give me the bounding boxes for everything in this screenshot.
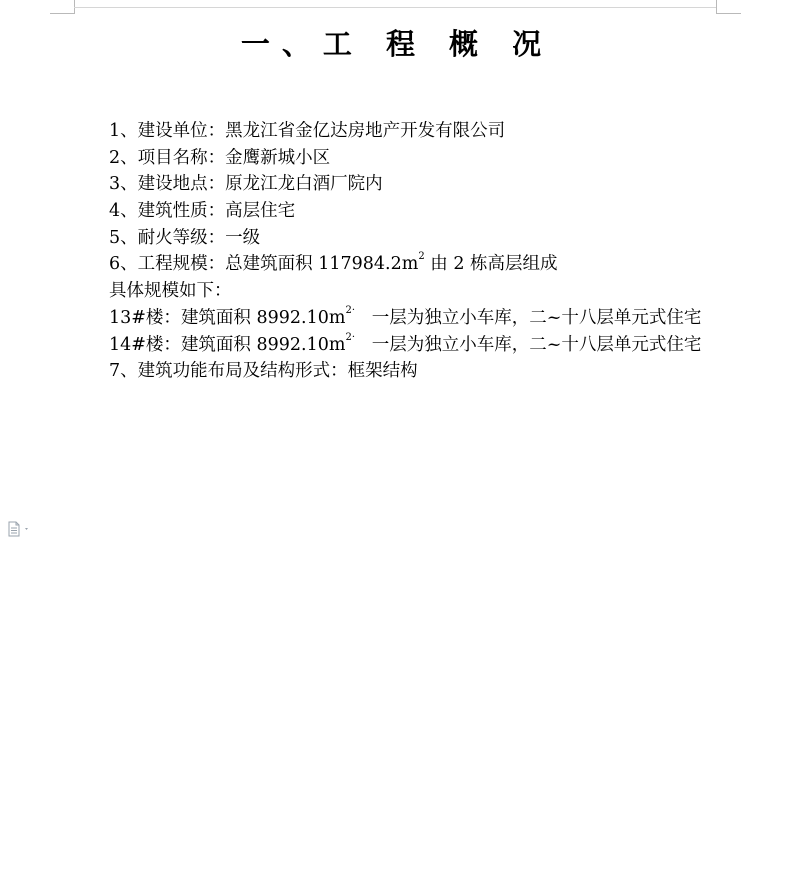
structure-item [109,358,749,385]
document-icon[interactable] [7,521,35,537]
detail-heading: 具体规模如下： [109,281,232,302]
item-value: 框架结构 [347,361,418,382]
building-name: 13#楼： [109,307,181,328]
item-label: 1、建设单位： [109,121,226,141]
item-label: 5、耐火等级： [109,227,226,248]
item-value: 原龙江龙白酒厂院内 [225,174,383,195]
building-name: 14#楼： [109,334,181,355]
building-desc: 一层为独立小车库，二~十八层单元式住宅 [371,307,702,328]
scale-item [109,251,749,278]
list-item [109,145,749,172]
item-label: 6、工程规模： [109,254,226,275]
list-item [109,198,749,225]
item-label: 7、建筑功能布局及结构形式： [109,361,348,382]
list-item [109,118,749,145]
item-value: 金鹰新城小区 [225,147,331,168]
top-right-margin-mark [716,0,741,14]
item-value: 一级 [225,227,261,248]
building-area: 建筑面积 8992.10m [180,334,346,355]
scale-area: 总建筑面积 117984.2m [225,254,419,275]
list-item [109,225,749,252]
document-icon-graphic [7,521,35,537]
building-area: 建筑面积 8992.10m [180,307,346,328]
item-label: 4、建筑性质： [109,201,226,222]
list-item [109,171,749,198]
building-item [109,332,749,359]
item-value: 高层住宅 [225,201,296,222]
area-unit-superscript: 2· [345,304,356,316]
building-item [109,305,749,332]
page-title: 一、工 程 概 况 [240,27,554,61]
scale-rest: 由 2 栋高层组成 [424,254,558,275]
area-unit-superscript: 2· [345,331,356,343]
area-unit-superscript: 2 [418,251,425,263]
item-label: 2、项目名称： [109,147,226,168]
top-left-margin-mark [50,0,75,14]
item-value: 黑龙江省金亿达房地产开发有限公司 [225,121,506,141]
document-body [109,118,749,385]
item-label: 3、建设地点： [109,174,226,195]
header-margin-line [74,7,716,8]
building-desc: 一层为独立小车库，二~十八层单元式住宅 [371,334,702,355]
